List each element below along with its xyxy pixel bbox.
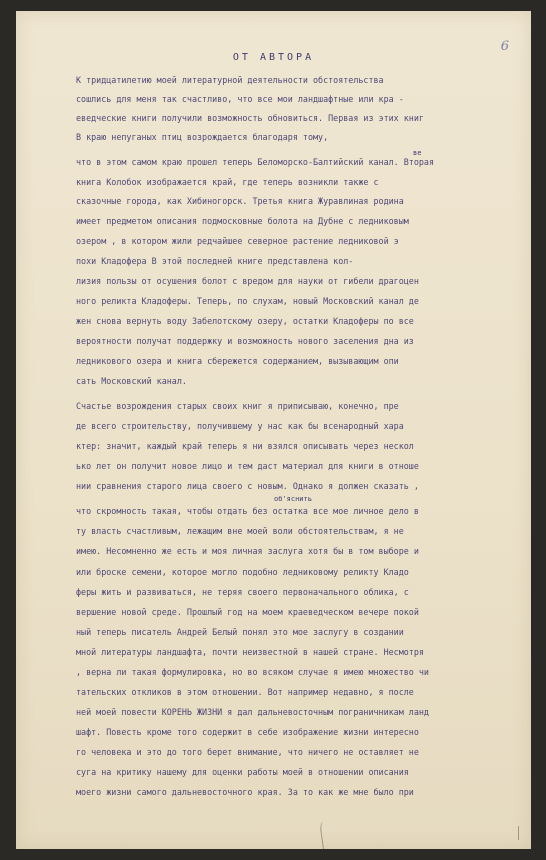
text-line: что скромность такая, чтобы отдать без остатка все мое личное дело в [76,506,419,516]
text-line: что в этом самом краю прошел теперь Беломорско-Балтийский канал. Вторая [76,157,434,167]
handwritten-insertion: ве [413,149,422,157]
text-line: ный теперь писатель Андрей Белый понял это мое заслугу в создании [76,627,404,637]
manuscript-page [16,11,531,849]
text-line: вершение новой среде. Прошлый год на моем краеведческом вечере покой [76,607,419,617]
text-line: еведческие книги получили возможность обновиться. Первая из этих книг [76,113,424,123]
text-line: , верна ли такая формулировка, но во всяком случае я имею множество чи [76,667,429,677]
text-line: ледникового озера и книга сбережется содержанием, вызывающим опи [76,356,399,366]
text-line: феры жить и развиваться, не теряя своего первоначального облика, с [76,587,409,597]
text-line: В крaю непуганых птиц возрождается благодаря тому, [76,132,329,142]
text-line: сошлись для меня так счастливо, что все мои ландшафтные или кра - [76,94,404,104]
text-line: ько лет он получит новое лицо и тем даст материал для книги в отноше [76,461,419,471]
text-line: моего жизни самого дальневосточного края. За то как же мне было при [76,787,414,797]
text-line: книга Колобок изображается край, где теперь возникли также с [76,177,379,187]
text-line: жен снова вернуть воду Забелотскому озеру, остатки Кладоферы по все [76,316,414,326]
text-line: шафт. Повесть кроме того содержит в себе изображение жизни интересно [76,727,419,737]
text-line: озером , в котором жили редчайшее северное растение ледниковой э [76,236,399,246]
text-line: или броске семени, которое могло подобно ледниковому реликту Кладо [76,567,409,577]
text-line: ней моей повести КОРЕНЬ ЖИЗНИ я дал дальневосточным пограничникам ланд [76,707,429,717]
handwritten-insertion: об'яснить [274,495,312,503]
text-line: сказочные города, как Хибиногорск. Третья книга Журавлиная родина [76,196,404,206]
text-line: похи Кладофера В этой последней книге представлена кол- [76,256,354,266]
text-line: де всего строительству, получившему у нас как бы всенародный хара [76,421,404,431]
text-line: го человека и это до того берет внимание, что ничего не оставляет не [76,747,419,757]
text-line: мной литературы ландшафта, почти неизвестной в нашей стране. Несмотря [76,647,424,657]
text-line: суга на критику нашему для оценки работы моей в отношении описания [76,767,409,777]
text-line: имеет предметом описания подмосковные болота на Дубне с ледниковым [76,216,409,226]
text-line: Счастье возрождения старых своих книг я приписываю, конечно, пре [76,401,399,411]
text-line: ту власть счастливым, лежащим вне моей воли обстоятельствам, я не [76,526,404,536]
text-line: вероятности получат поддержку и возможность нового заселения дна из [76,336,414,346]
text-line: ктер: значит, каждый край теперь я ни взялся описывать через нескол [76,441,414,451]
text-line: лизия пользы от осушения болот с вредом для науки от гибели драгоцен [76,276,419,286]
text-line: сать Московский канал. [76,376,187,386]
page-number: 6 [500,39,509,54]
text-line: имею. Несомненно же есть и моя личная заслуга хотя бы в том выборе и [76,546,419,556]
paper-edge-mark [518,826,519,840]
text-line: ного реликта Кладоферы. Теперь, по слухам, новый Московский канал де [76,296,419,306]
document-title: ОТ АВТОРА [232,52,315,63]
paper-crease [319,820,334,849]
text-line: нии сравнения старого лица своего с новым. Однако я должен сказать , [76,481,419,491]
text-line: К тридцатилетию моей литературной деятельности обстоятельства [76,75,384,85]
text-line: тательских откликов в этом отношении. Вот например недавно, я после [76,687,414,697]
